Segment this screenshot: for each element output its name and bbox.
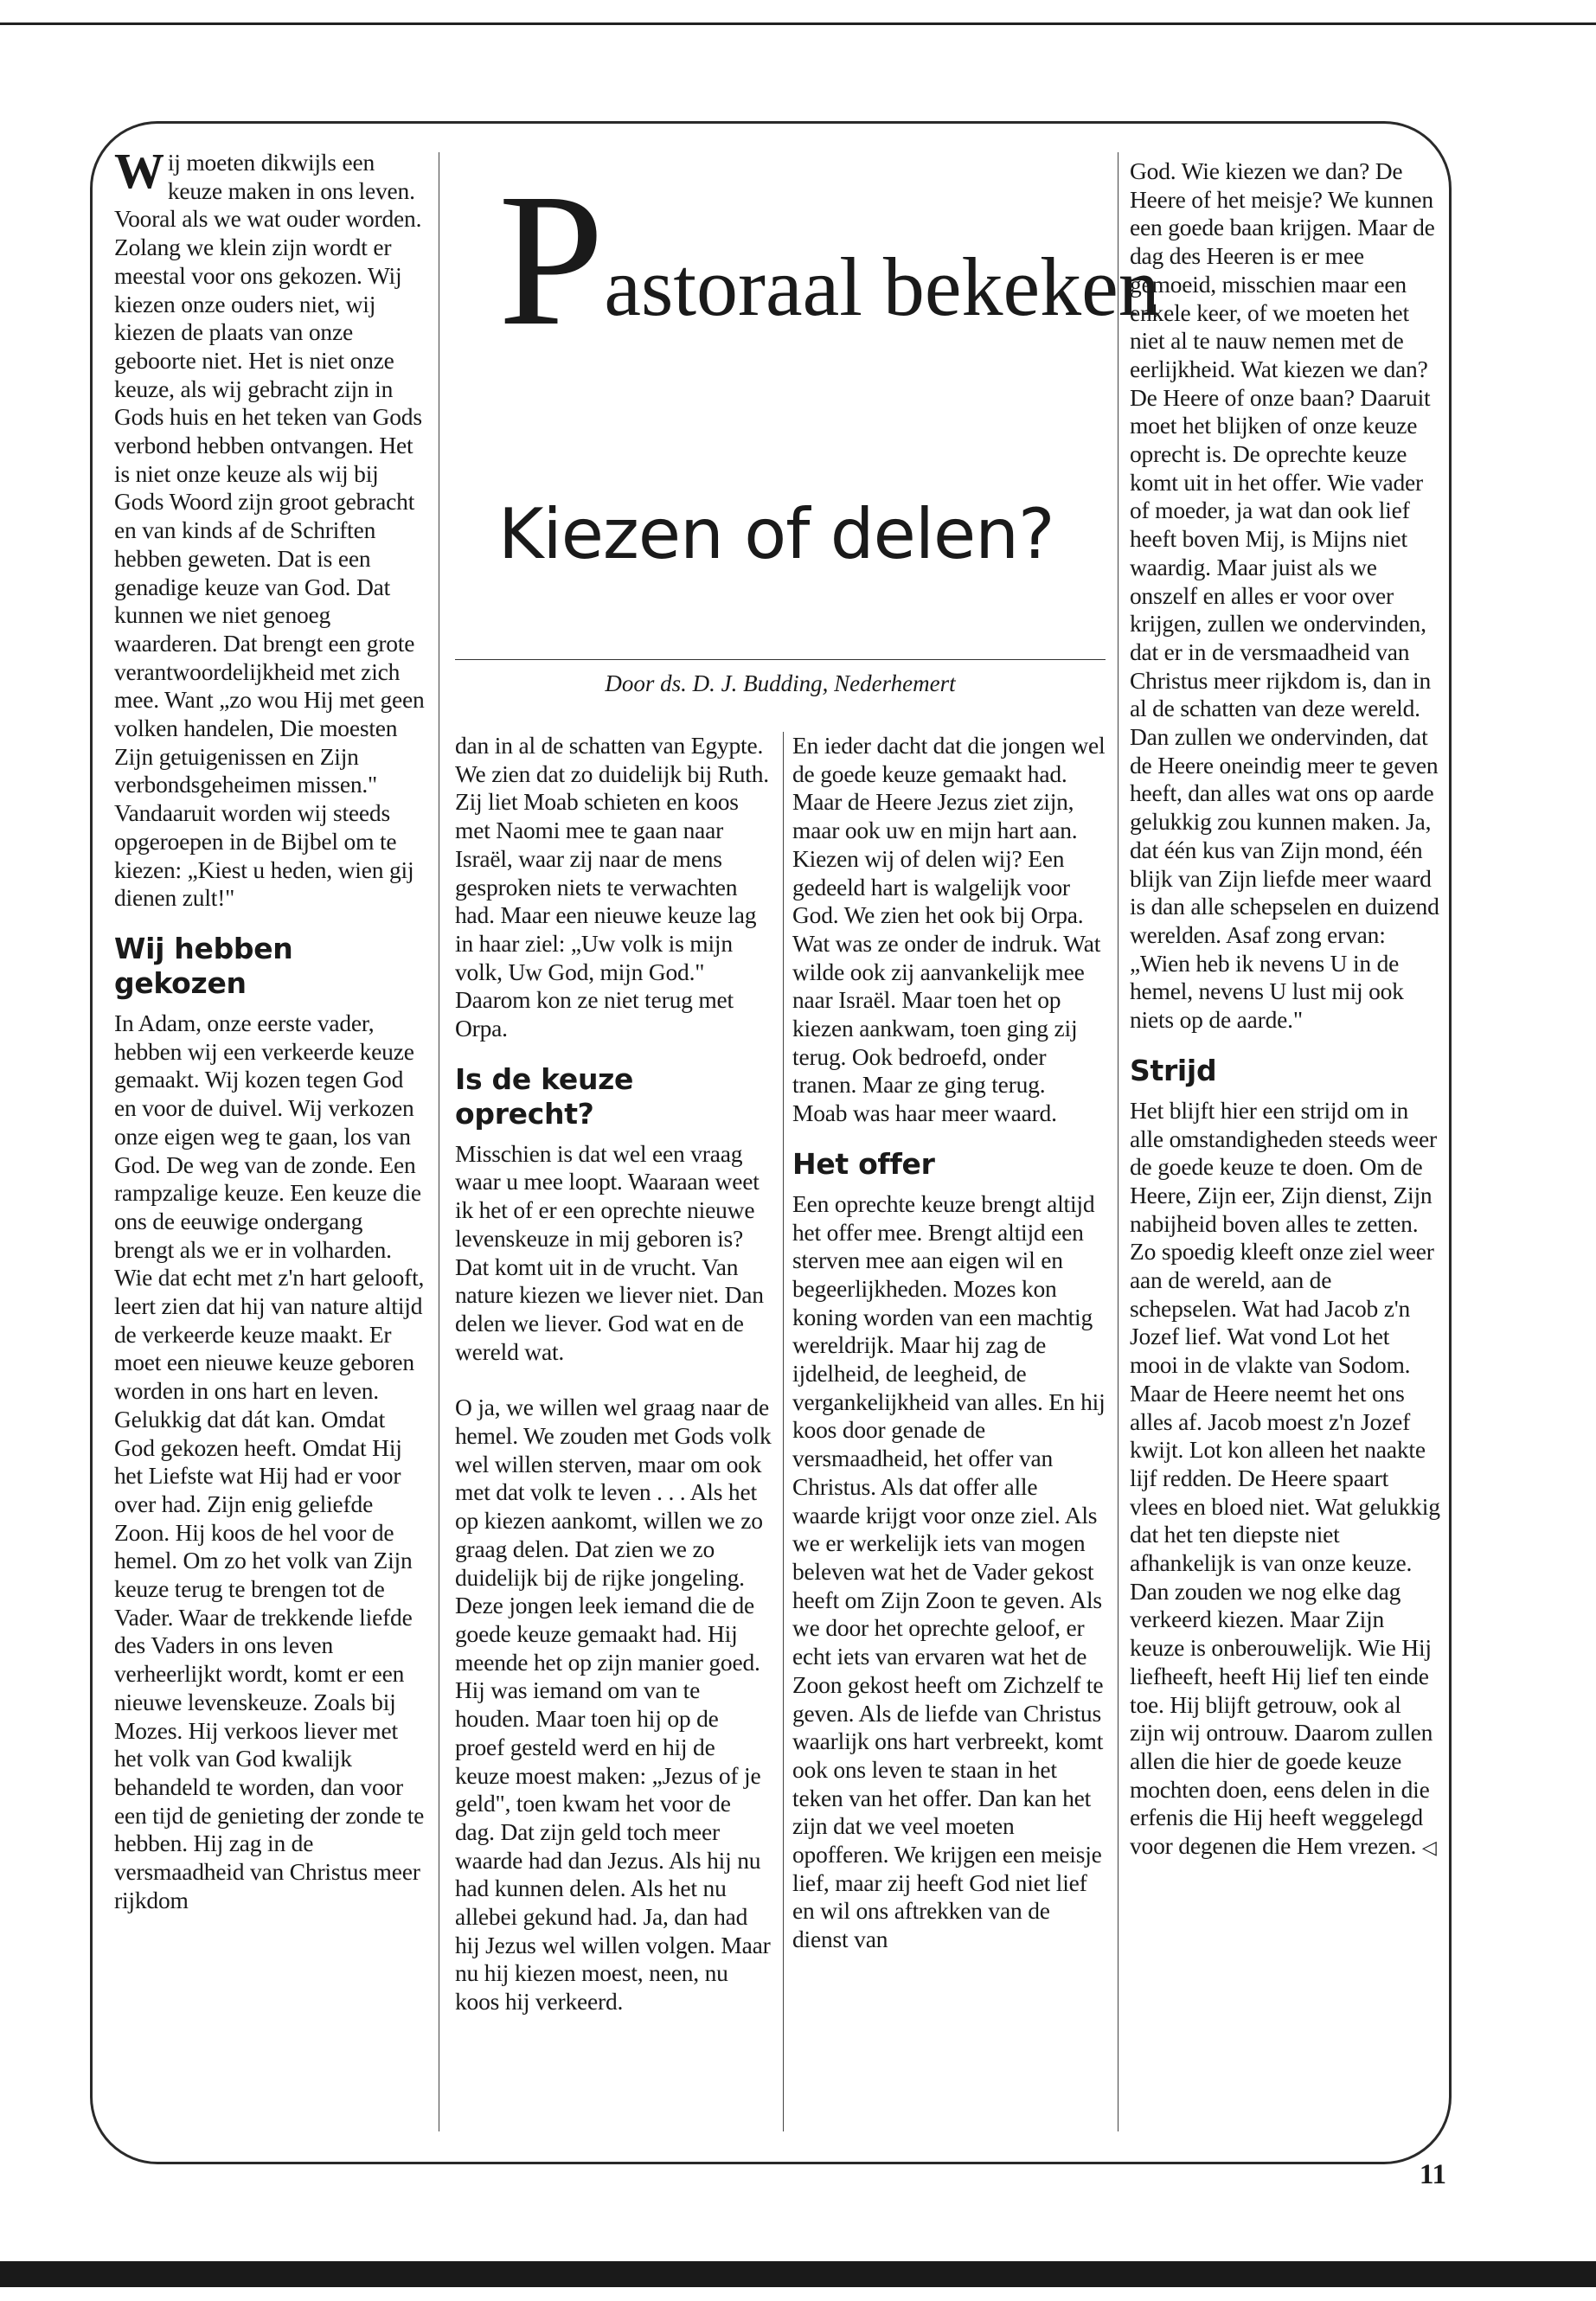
paragraph-text: ij moeten dikwijls een keuze maken in ons leven. Vooral als we wat ouder worden. Zolang we klein zijn wordt er meestal voor ons gekozen. Wij kiezen onze ouders niet, wij kiezen de plaats van onze geboorte niet. Het is niet onze keuze, als wij gebracht zijn in Gods huis en het teken van Gods verbond hebben ontvangen. Het is niet onze keuze als wij bij Gods Woord zijn groot gebracht en van kinds af de Schriften hebben geweten. Dat is een genadige keuze van God. Dat kunnen we niet genoeg waarderen. Dat brengt een grote verantwoordelijkheid met zich mee. Want „zo wou Hij met geen volken handelen, Die moesten Zijn getuigenissen en Zijn verbondsgeheimen missen." Vandaaruit worden wij steeds opgeroepen in de Bijbel om te kiezen: „Kiest u heden, wien gij dienen zult!" <box>114 149 425 912</box>
section-heading: Is de keuze oprecht? <box>455 1061 634 1131</box>
column-rule-2 <box>783 732 784 2131</box>
paragraph: God. Wie kiezen we dan? De Heere of het meisje? We kunnen een goede baan krijgen. Maar de dag des Heeren is er mee gemoeid, misschien maar een enkele keer, of we moeten het niet al te nauw nemen met de eerlijkheid. Wat kiezen we dan? De Heere of onze baan? Daaruit moet het blijken of onze keuze oprecht is. De oprechte keuze komt uit in het offer. Wie vader of moeder, ja wat dan ook lief heeft boven Mij, is Mijns niet waardig. Maar juist als we onszelf en alles er voor over krijgen, zullen we ondervinden, dat er in de versmaadheid van Christus meer rijkdom is, dan in al de schatten van deze wereld. Dan zullen we ondervinden, dat de Heere oneindig meer te geven heeft, dan alles wat ons op aarde gelukkig zou kunnen maken. Ja, dat één kus van Zijn mond, één blijk van Zijn liefde meer waard is dan alle schepselen en duizend werelden. Asaf zong ervan: „Wien heb ik nevens U in de hemel, nevens U lust mij ook niets op de aarde." <box>1130 157 1439 1034</box>
title-initial: P <box>498 154 605 365</box>
column-1 <box>114 143 426 1914</box>
paragraph <box>1130 1097 1441 1862</box>
drop-cap: W <box>114 143 164 199</box>
top-rule <box>0 22 1596 25</box>
bottom-bar <box>0 2261 1596 2287</box>
article-title: Kiezen of delen? <box>498 494 1054 574</box>
paragraph: Misschien is dat wel een vraag waar u mee loopt. Waaraan weet ik het of er een oprechte nieuwe levenskeuze in mij geboren is? Dat komt uit in de vrucht. Van nature kiezen we liever niet. Dan delen we liever. God wat en de wereld wat. <box>455 1139 764 1365</box>
title-rest: astoraal bekeken <box>604 240 1160 333</box>
paragraph-text: Het blijft hier een strijd om in alle omstandigheden steeds weer de goede keuze te doen. Om de Heere, Zijn eer, Zijn dienst, Zijn nabijheid boven alles te zetten. Zo spoedig kleeft onze ziel weer aan de wereld, aan de schepselen. Wat had Jacob z'n Jozef lief. Wat vond Lot het mooi in de vlakte van Sodom. Maar de Heere neemt het ons alles af. Jacob moest z'n Jozef kwijt. Lot kon alleen het naakte lijf redden. De Heere spaart vlees en bloed niet. Wat gelukkig dat het ten diepste niet afhankelijk is van onze keuze. Dan zouden we nog elke dag verkeerd kiezen. Maar Zijn keuze is onberouwelijk. Wie Hij liefheeft, heeft Hij lief ten einde toe. Hij blijft getrouw, ook al zijn wij ontrouw. Daarom zullen allen die hier de goede keuze mochten doen, eens delen in die erfenis die Hij heeft weggelegd voor degenen die Hem vrezen. <box>1130 1096 1440 1860</box>
paragraph: Een oprechte keuze brengt altijd het offer mee. Brengt altijd een sterven mee aan eigen wil en begeerlijkheden. Mozes kon koning worden van een machtig wereldrijk. Maar hij zag de ijdelheid, de leegheid, de vergankelijkheid van alles. En hij koos door genade de versmaadheid, het offer van Christus. Als dat offer alle waarde krijgt voor onze ziel. Als we er werkelijk iets van mogen beleven wat het de Vader gekost heeft om Zijn Zoon te geven. Als we door het oprechte geloof, er echt iets van ervaren wat het de Zoon gekost heeft om Zichzelf te geven. Als de liefde van Christus waarlijk ons hart verbreekt, komt ook ons leven te staan in het teken van het offer. Dan kan het zijn dat we veel moeten opofferen. We krijgen een meisje lief, maar zij heeft God niet lief en wil ons aftrekken van de dienst van <box>792 1189 1106 1953</box>
section-heading: Het offer <box>792 1146 935 1181</box>
paragraph: En ieder dacht dat die jongen wel de goede keuze gemaakt had. Maar de Heere Jezus ziet zijn, maar ook uw en mijn hart aan. Kiezen wij of delen wij? Een gedeeld hart is walgelijk voor God. We zien het ook bij Orpa. Wat was ze onder de indruk. Wat wilde ook zij aanvankelijk mee naar Israël. Maar toen het op kiezen aankwam, toen ging zij terug. Ook bedroefd, onder tranen. Maar ze ging terug. Moab was haar meer waard. <box>792 732 1106 1127</box>
byline: Door ds. D. J. Budding, Nederhemert <box>605 670 956 696</box>
paragraph: In Adam, onze eerste vader, hebben wij een verkeerde keuze gemaakt. Wij kozen tegen God en voor de duivel. Wij verkozen onze eigen weg te gaan, los van God. De weg van de zonde. Een rampzalige keuze. Een keuze die ons de eeuwige ondergang brengt als we er in volharden. Wie dat echt met z'n hart gelooft, leert zien dat hij van nature altijd de verkeerde keuze maakt. Er moet een nieuwe keuze geboren worden in ons hart en leven. Gelukkig dat dát kan. Omdat God gekozen heeft. Omdat Hij het Liefste wat Hij had er voor over had. Zijn enig geliefde Zoon. Hij koos de hel voor de hemel. Om zo het volk van Zijn keuze terug te brengen tot de Vader. Waar de trekkende liefde des Vaders in ons leven verheerlijkt wordt, komt er een nieuwe levenskeuze. Zoals bij Mozes. Hij verkoos liever met het volk van God kwalijk behandeld te worden, dan voor een tijd de genieting der zonde te hebben. Hij zag in de versmaadheid van Christus meer rijkdom <box>114 1009 425 1913</box>
end-mark-icon: ◁ <box>1421 1836 1437 1859</box>
section-heading: Strijd <box>1130 1053 1217 1087</box>
column-2 <box>455 732 772 2016</box>
section-title <box>498 154 1160 365</box>
title-block <box>455 154 1160 675</box>
paragraph: O ja, we willen wel graag naar de hemel. We zouden met Gods volk wel willen sterven, maar om ook met dat volk te leven . . . Als het op kiezen aankomt, willen we zo graag delen. Dat zien we zo duidelijk bij de rijke jongeling. Deze jongen leek iemand die de goede keuze gemaakt had. Hij meende het op zijn manier goed. Hij was iemand om van te houden. Maar toen hij op de proef gesteld werd en hij de keuze moest maken: „Jezus of je geld", toen kwam het voor de dag. Dat zijn geld toch meer waarde had dan Jezus. Als hij nu had kunnen delen. Als het nu allebei gekund had. Ja, dan had hij Jezus wel willen volgen. Maar nu hij kiezen moest, neen, nu koos hij verkeerd. <box>455 1394 772 2016</box>
section-heading: Wij hebben gekozen <box>114 931 293 1000</box>
paragraph <box>114 143 426 913</box>
column-4 <box>1130 157 1441 1862</box>
byline-rule <box>455 659 1106 660</box>
column-3 <box>792 732 1106 1954</box>
page-number: 11 <box>1419 2159 1446 2190</box>
paragraph: dan in al de schatten van Egypte. We zien dat zo duidelijk bij Ruth. Zij liet Moab schieten en koos met Naomi mee te gaan naar Israël, waar zij naar de mens gesproken niets te verwachten had. Maar een nieuwe keuze lag in haar ziel: „Uw volk is mijn volk, Uw God, mijn God." Daarom kon ze niet terug met Orpa. <box>455 732 769 1042</box>
